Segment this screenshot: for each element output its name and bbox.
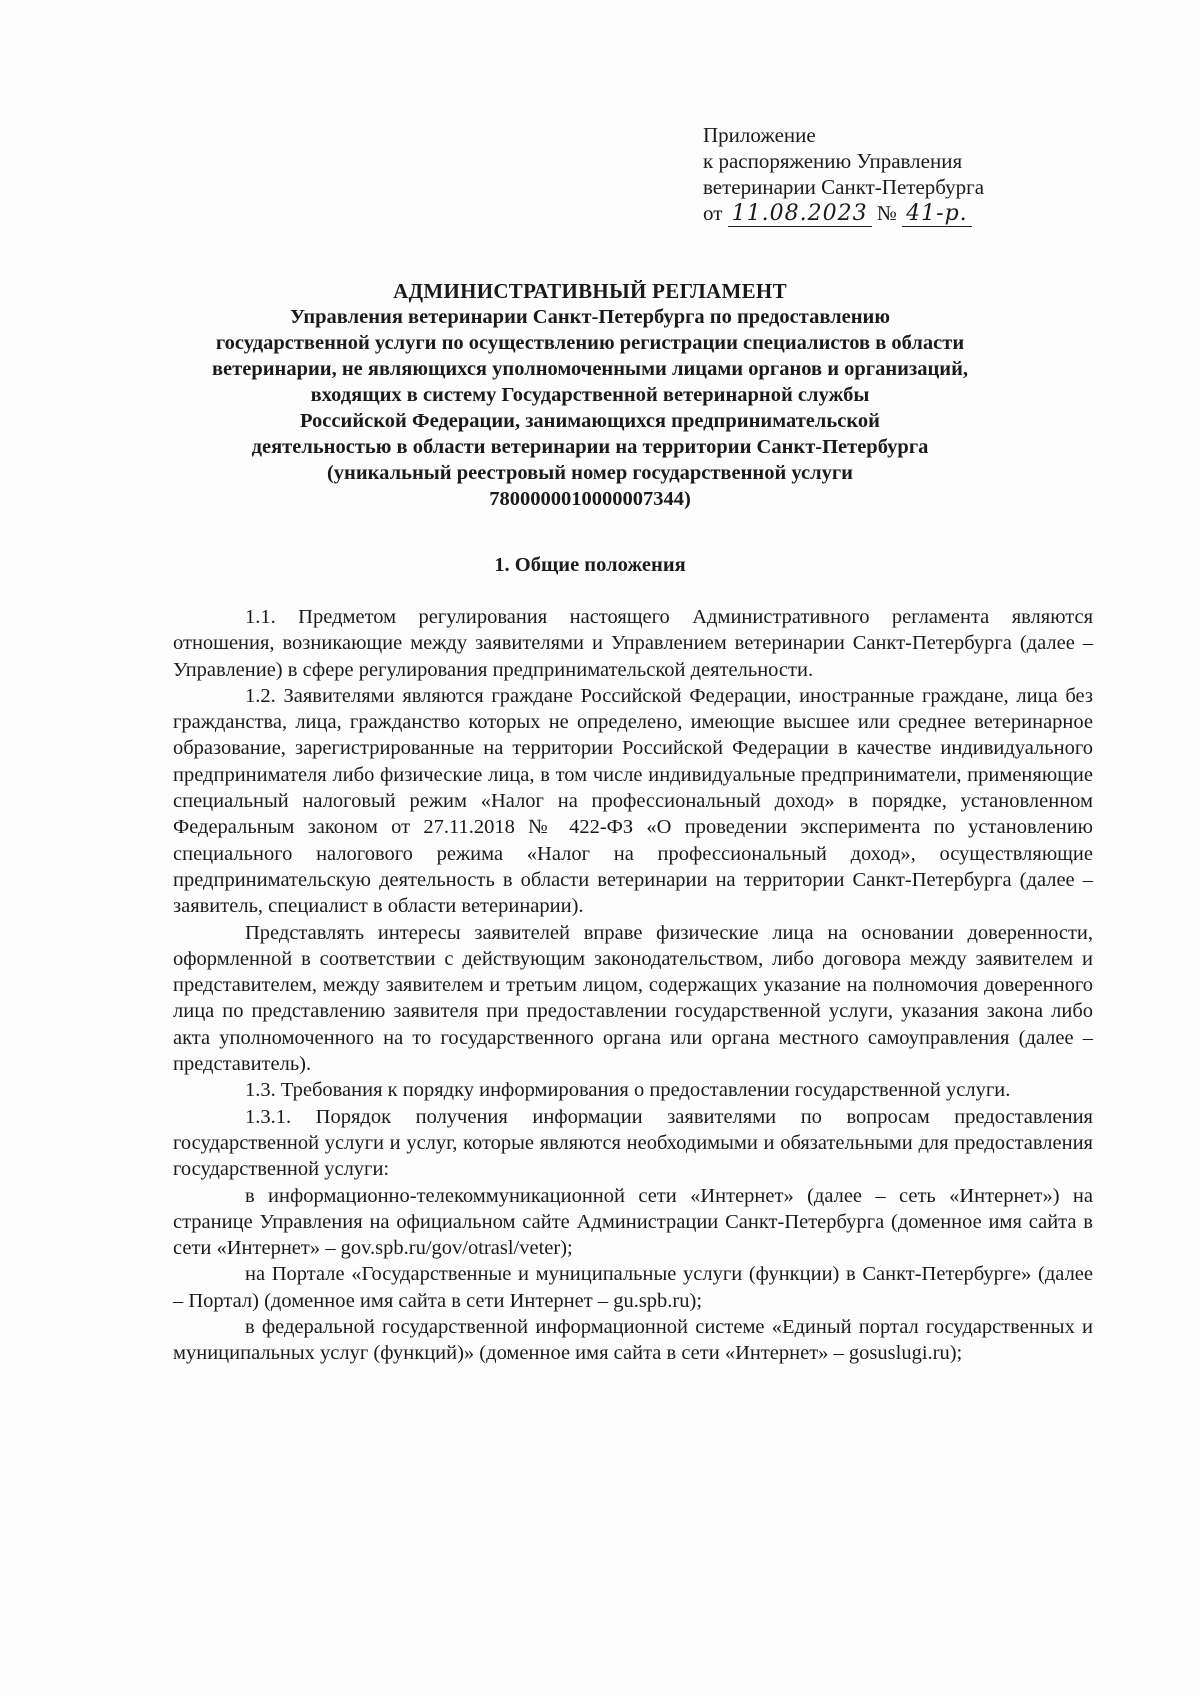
paragraph: 1.3. Требования к порядку информирования о предоставлении государственной услуги. xyxy=(245,1079,1011,1102)
document-body xyxy=(173,604,1093,1367)
handwritten-date: 11.08.2023 xyxy=(728,201,872,227)
date-prefix: от xyxy=(703,201,723,225)
appendix-label: Приложение xyxy=(703,123,816,147)
paragraph: 1.3.1. Порядок получения информации заявителями по вопросам предоставления государственной услуги и услуг, которые являются необходимыми и обязательными для предоставления государственной услуги: xyxy=(173,1105,1093,1181)
paragraph: 1.1. Предметом регулирования настоящего Административного регламента являются отношения, возникающие между заявителями и Управлением ветеринарии Санкт-Петербурга (далее – Управление) в сфере регулирования предпринимательской деятельности. xyxy=(173,606,1093,681)
title-line: входящих в систему Государственной ветеринарной службы xyxy=(310,384,870,406)
title-line: Российской Федерации, занимающихся предпринимательской xyxy=(300,410,880,432)
title-line: деятельностью в области ветеринарии на территории Санкт-Петербурга xyxy=(251,436,929,458)
appendix-authority: ветеринарии Санкт-Петербурга xyxy=(703,175,985,199)
title-line: 7800000010000007344) xyxy=(489,488,691,510)
appendix-date-number xyxy=(703,200,1043,227)
paragraph: в информационно-телекоммуникационной сети «Интернет» (далее – сеть «Интернет») на странице Управления на официальном сайте Администрации Санкт-Петербурга (доменное имя сайта в сети «Интернет» – gov.spb.ru/gov/otrasl/veter); xyxy=(173,1184,1093,1260)
paragraph: Представлять интересы заявителей вправе физические лица на основании доверенности, оформленной в соответствии с действующим законодательством, либо договора между заявителем и представителем, между заявителем и третьим лицом, содержащих указание на полномочия доверенного лица по представлению заявителя при предоставлении государственной услуги, указания закона либо акта уполномоченного на то государственного органа или органа местного самоуправления (далее – представитель). xyxy=(173,921,1093,1076)
title-line: Управления ветеринарии Санкт-Петербурга по предоставлению xyxy=(289,306,891,328)
number-sign: № xyxy=(876,201,897,225)
title-line: (уникальный реестровый номер государственной услуги xyxy=(326,462,853,484)
appendix-order-ref: к распоряжению Управления xyxy=(703,149,963,173)
title-line: государственной услуги по осуществлению регистрации специалистов в области xyxy=(215,332,965,354)
section-heading: 1. Общие положения xyxy=(494,554,686,576)
appendix-block xyxy=(703,122,1043,227)
document-title xyxy=(150,278,1030,512)
title-line: ветеринарии, не являющихся уполномоченными лицами органов и организаций, xyxy=(211,358,969,380)
paragraph: 1.2. Заявителями являются граждане Российской Федерации, иностранные граждане, лица без гражданства, лица, гражданство которых не определено, имеющие высшее или среднее ветеринарное образование, зарегистрированные на территории Российской Федерации в качестве индивидуального предпринимателя либо физические лица, в том числе индивидуальные предприниматели, применяющие специальный налоговый режим «Налог на профессиональный доход» в порядке, установленном Федеральным законом от 27.11.2018 № 422-ФЗ «О проведении эксперимента по установлению специального налогового режима «Налог на профессиональный доход», осуществляющие предпринимательскую деятельность в области ветеринарии на территории Санкт-Петербурга (далее – заявитель, специалист в области ветеринарии). xyxy=(173,684,1093,918)
paragraph: в федеральной государственной информационной системе «Единый портал государственных и муниципальных услуг (функций)» (доменное имя сайта в сети «Интернет» – gosuslugi.ru); xyxy=(173,1316,1093,1365)
title-main: АДМИНИСТРАТИВНЫЙ РЕГЛАМЕНТ xyxy=(393,279,787,303)
paragraph: на Портале «Государственные и муниципальные услуги (функции) в Санкт-Петербурге» (далее – Портал) (доменное имя сайта в сети Интернет – gu.spb.ru); xyxy=(173,1263,1093,1312)
handwritten-number: 41-р. xyxy=(902,201,972,227)
